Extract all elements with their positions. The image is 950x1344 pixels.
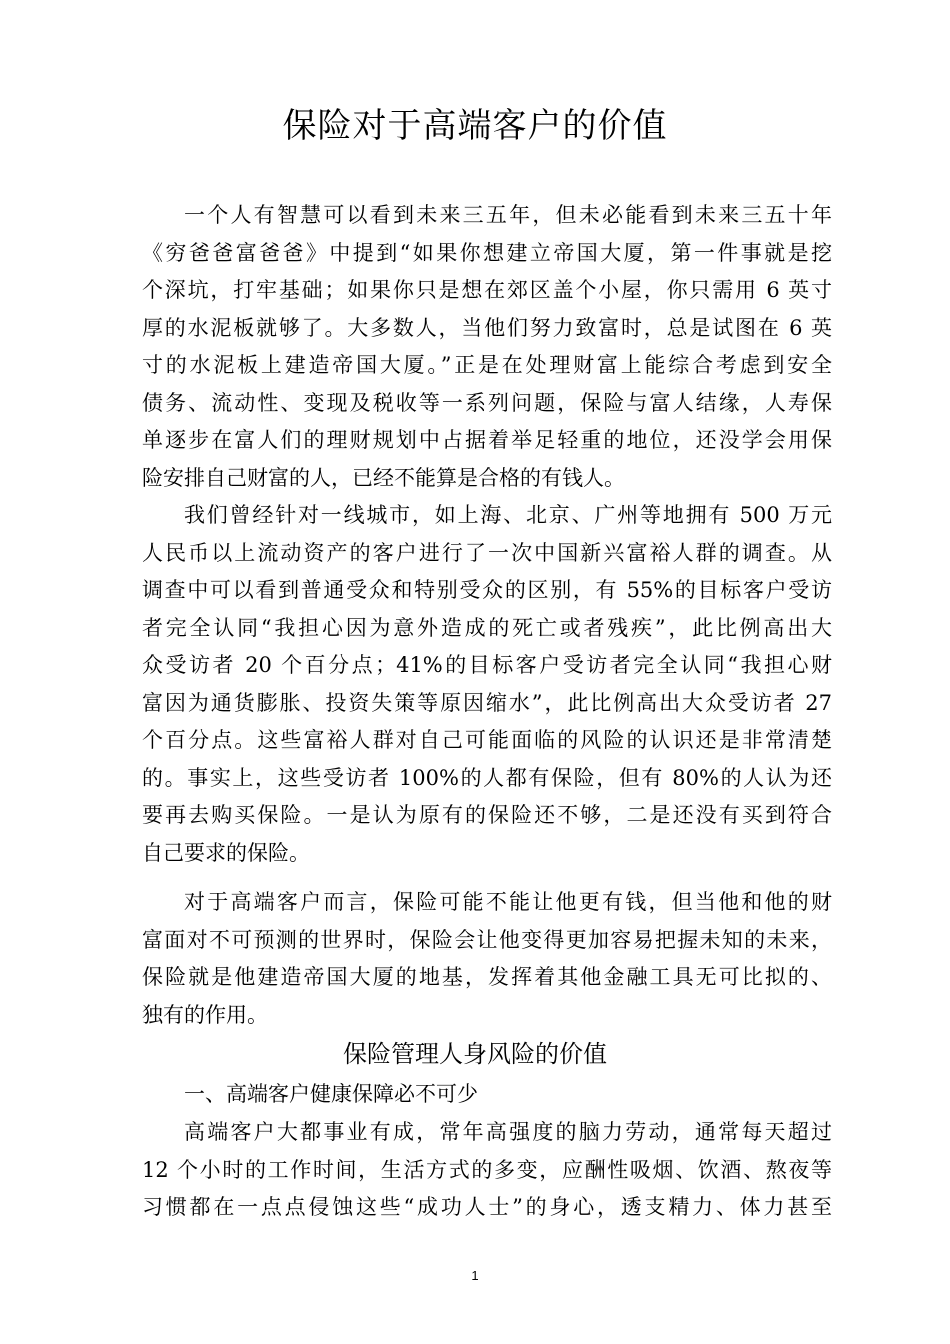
text-line: 《穷爸爸富爸爸》中提到“如果你想建立帝国大厦，第一件事就是挖 [142,240,832,265]
text-line: 寸的水泥板上建造帝国大厦。”正是在处理财富上能综合考虑到安全 [142,353,832,377]
text-line: 对于高端客户而言，保险可能不能让他更有钱，但当他和他的财 [184,890,832,914]
text-line: 众受访者 20 个百分点；41%的目标客户受访者完全认同“我担心财 [142,653,832,677]
text-line: 保险就是他建造帝国大厦的地基，发挥着其他金融工具无可比拟的、 [142,965,832,989]
text-line: 险安排自己财富的人，已经不能算是合格的有钱人。 [142,465,625,490]
text-line: 我们曾经针对一线城市，如上海、北京、广州等地拥有 500 万元 [184,503,832,527]
text-line: 单逐步在富人们的理财规划中占据着举足轻重的地位，还没学会用保 [142,428,832,452]
text-line: 富因为通货膨胀、投资失策等原因缩水”，此比例高出大众受访者 27 [142,690,832,715]
document-title: 保险对于高端客户的价值 [282,106,668,146]
text-line: 习惯都在一点点侵蚀这些“成功人士”的身心，透支精力、体力甚至 [142,1195,832,1219]
section-heading: 保险管理人身风险的价值 [343,1040,607,1068]
text-line: 人民币以上流动资产的客户进行了一次中国新兴富裕人群的调查。从 [142,540,832,565]
subsection-heading [142,1076,832,1114]
text-line: 债务、流动性、变现及税收等一系列问题，保险与富人结缘，人寿保 [142,390,832,415]
page-number: 1 [471,1268,479,1283]
text-line: 12 个小时的工作时间，生活方式的多变，应酬性吸烟、饮酒、熬夜等 [142,1157,832,1182]
text-line: 高端客户大都事业有成，常年高强度的脑力劳动，通常每天超过 [184,1120,832,1144]
paragraph-1 [142,197,832,497]
text-line: 个百分点。这些富裕人群对自己可能面临的风险的认识还是非常清楚 [142,728,832,752]
paragraph-4 [142,1114,832,1227]
text-line: 一、高端客户健康保障必不可少 [184,1082,478,1106]
text-line: 的。事实上，这些受访者 100%的人都有保险，但有 80%的人认为还 [142,765,832,790]
text-line: 要再去购买保险。一是认为原有的保险还不够，二是还没有买到符合 [142,803,832,827]
text-line: 厚的水泥板就够了。大多数人，当他们努力致富时，总是试图在 6 英 [142,315,832,340]
text-line: 个深坑，打牢基础；如果你只是想在郊区盖个小屋，你只需用 6 英寸 [142,278,832,302]
text-line: 者完全认同“我担心因为意外造成的死亡或者残疾”，此比例高出大 [142,615,832,640]
text-line: 富面对不可预测的世界时，保险会让他变得更加容易把握未知的未来， [142,927,832,952]
text-line: 自己要求的保险。 [142,840,310,865]
text-line: 独有的作用。 [142,1002,268,1027]
paragraph-2 [142,497,832,872]
text-line: 一个人有智慧可以看到未来三五年，但未必能看到未来三五十年 [184,203,832,227]
paragraph-3 [142,884,832,1034]
text-line: 调查中可以看到普通受众和特别受众的区别，有 55%的目标客户受访 [142,578,832,602]
